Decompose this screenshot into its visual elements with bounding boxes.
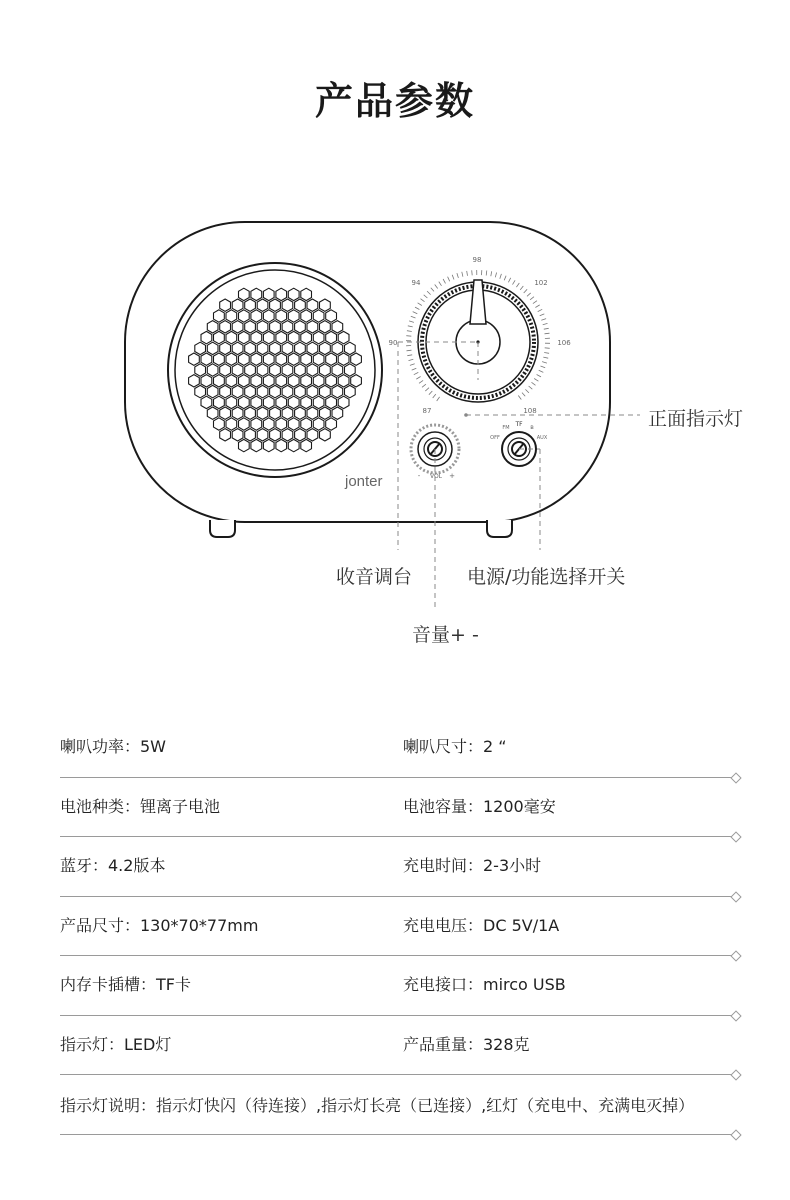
- callout-power-mode: 电源/功能选择开关: [467, 566, 626, 588]
- row-divider: [60, 777, 732, 778]
- divider-end-diamond: [730, 1129, 741, 1140]
- spec-cell: 喇叭尺寸：2 “: [403, 737, 507, 756]
- row-divider: [60, 1015, 732, 1016]
- page-title: 产品参数: [314, 79, 475, 123]
- spec-cell: 充电时间：2-3小时: [403, 856, 542, 875]
- spec-cell: 电池容量：1200毫安: [403, 796, 556, 816]
- spec-cell: 充电接口：mirco USB: [403, 975, 566, 994]
- selector-label-bt: ʙ: [530, 424, 534, 431]
- radio-foot-left: [210, 520, 235, 537]
- volume-plus-label: +: [449, 472, 455, 480]
- spec-row: [60, 958, 740, 1018]
- row-divider: [60, 1074, 732, 1075]
- spec-row: [60, 780, 740, 840]
- radio-foot-right: [487, 520, 512, 537]
- spec-row: [60, 720, 740, 780]
- spec-cell: 产品尺寸：130*70*77mm: [60, 915, 259, 935]
- spec-cell: 内存卡插槽：TF卡: [60, 975, 191, 994]
- selector-label-fm: FM: [502, 425, 510, 431]
- dial-tick: [406, 336, 411, 337]
- dial-label: 90: [388, 339, 398, 347]
- spec-row: [60, 1018, 740, 1078]
- spec-cell: 指示灯：LED灯: [60, 1034, 172, 1054]
- callout-tuning: 收音调台: [336, 566, 413, 588]
- row-divider: [60, 896, 732, 897]
- selector-label-off: OFF: [490, 435, 500, 441]
- dial-label: 94: [411, 279, 421, 287]
- spec-row: [60, 839, 740, 899]
- callout-volume: 音量+ -: [412, 624, 479, 646]
- dial-label: 106: [557, 339, 571, 347]
- dial-tick: [545, 348, 550, 349]
- indicator-note: 指示灯说明：指示灯快闪（待连接）,指示灯长亮（已连接）,红灯（充电中、充满电灭掉）: [60, 1096, 695, 1115]
- spec-cell: 喇叭功率：5W: [60, 737, 167, 756]
- spec-table: [60, 720, 740, 1137]
- selector-label-aux: AUX: [536, 435, 548, 441]
- volume-knob-label: VOL: [429, 473, 443, 480]
- dial-label: 87: [422, 407, 432, 415]
- row-divider: [60, 1134, 732, 1135]
- row-divider: [60, 955, 732, 956]
- selector-label-tf: TF: [515, 421, 523, 428]
- spec-cell: 产品重量：328克: [403, 1034, 530, 1054]
- dial-label: 98: [472, 256, 482, 264]
- volume-minus-label: -: [417, 472, 421, 480]
- dial-label: 102: [534, 279, 548, 287]
- callout-front-indicator: 正面指示灯: [648, 408, 744, 430]
- spec-cell: 充电电压：DC 5V/1A: [403, 915, 560, 935]
- brand-logo: jonter: [345, 473, 383, 490]
- dial-tick: [472, 270, 473, 275]
- row-divider: [60, 836, 732, 837]
- spec-row: [60, 899, 740, 959]
- spec-cell: 电池种类：锂离子电池: [60, 796, 221, 816]
- spec-row-indicator-note: [60, 1077, 740, 1137]
- spec-cell: 蓝牙：4.2版本: [60, 856, 166, 875]
- dial-label: 108: [523, 407, 537, 415]
